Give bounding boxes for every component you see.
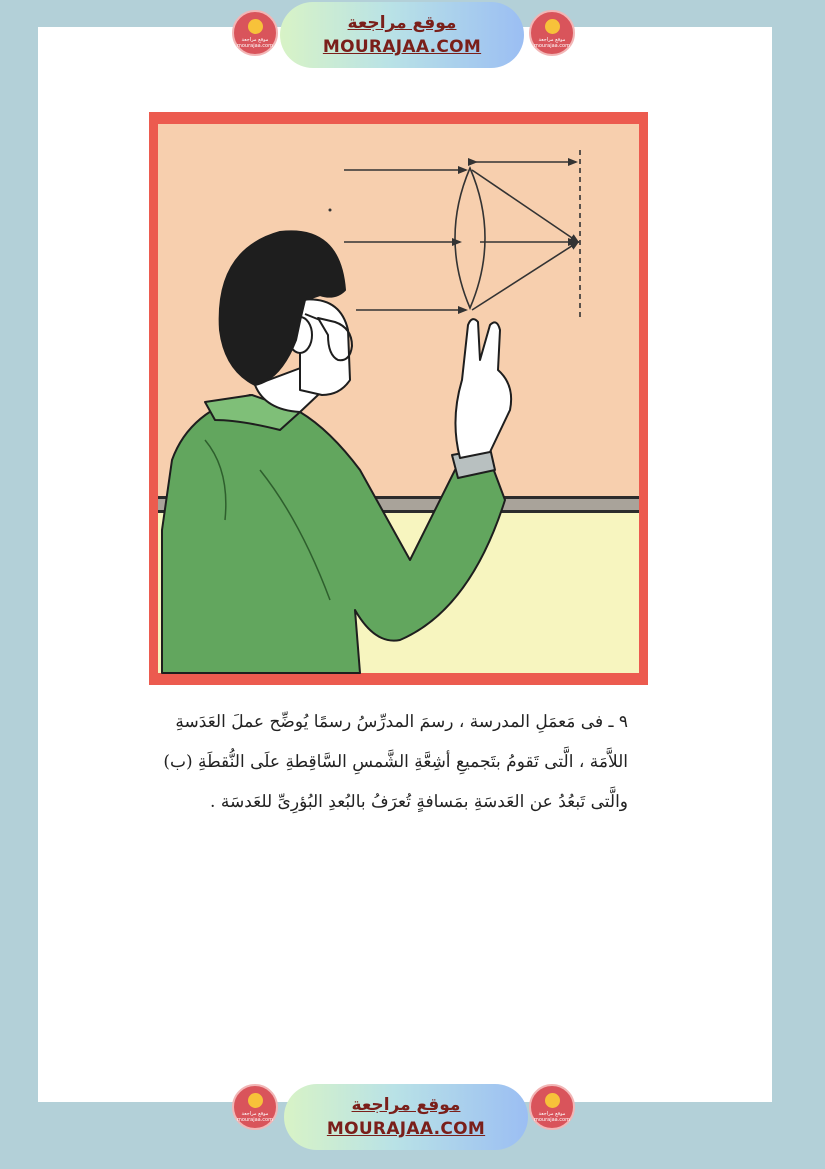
caption-line-3: والَّتى تَبعُدُ عن العَدسَةِ بمَسافةٍ تُعرَفُ بالبُعدِ البُؤرِىِّ للعَدسَة . <box>210 792 628 812</box>
site-logo-left-footer <box>232 1084 278 1130</box>
logo-text-en: mourajaa.com <box>533 1117 570 1123</box>
logo-text-en: mourajaa.com <box>236 43 273 49</box>
site-name-ar[interactable]: موقع مراجعة <box>351 1095 461 1115</box>
logo-text-en: mourajaa.com <box>236 1117 273 1123</box>
logo-text-ar: موقع مراجعة <box>241 37 269 43</box>
caption-line-1: ٩ ـ فى مَعمَلِ المدرسة ، رسمَ المدرِّسُ رسمًا يُوضِّح عملَ العَدَسةِ <box>175 712 628 732</box>
caption-line-2: اللاَّمَة ، الَّتى تَقومُ بتَجميعِ أشِعَّةِ الشَّمسِ السَّاقِطةِ علَى النُّقطَةِ (ب) <box>163 752 628 772</box>
logo-text-ar: موقع مراجعة <box>538 37 566 43</box>
site-url[interactable]: MOURAJAA.COM <box>326 1119 486 1139</box>
figure-caption <box>128 702 628 822</box>
chalk-dot <box>329 209 332 212</box>
logo-text-ar: موقع مراجعة <box>538 1111 566 1117</box>
site-banner-bottom[interactable] <box>284 1084 528 1150</box>
site-logo-right-footer <box>529 1084 575 1130</box>
logo-text-ar: موقع مراجعة <box>241 1111 269 1117</box>
site-name-ar[interactable]: موقع مراجعة <box>347 13 457 33</box>
logo-text-en: mourajaa.com <box>533 43 570 49</box>
site-url[interactable]: MOURAJAA.COM <box>322 37 482 57</box>
